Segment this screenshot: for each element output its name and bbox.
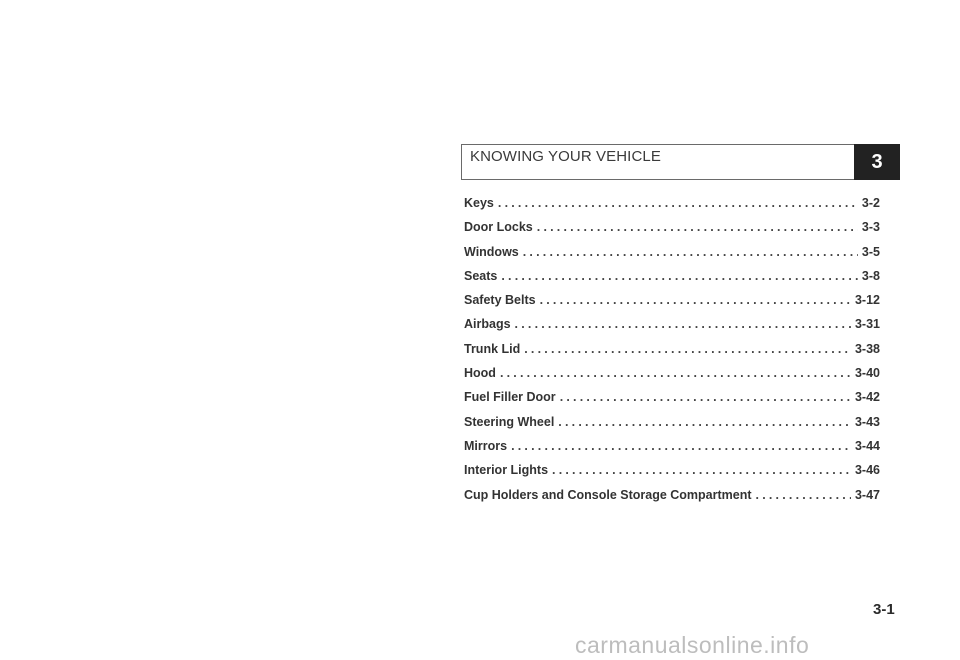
toc-item-page: 3-47: [854, 487, 880, 502]
toc-item-keys[interactable]: [464, 196, 880, 220]
toc-item-label: Mirrors: [464, 438, 508, 453]
watermark: carmanualsonline.info: [575, 632, 810, 658]
toc-item-label: Trunk Lid: [464, 341, 521, 356]
toc-item-page: 3-31: [854, 317, 880, 332]
dot-leader: [540, 293, 851, 307]
dot-leader: [552, 463, 851, 477]
toc-item-mirrors[interactable]: [464, 439, 880, 463]
toc-item-page: 3-2: [861, 196, 880, 210]
toc-item-label: Door Locks: [464, 220, 533, 235]
toc-item-page: 3-40: [854, 366, 880, 381]
table-of-contents: [464, 196, 880, 512]
toc-item-seats[interactable]: [464, 269, 880, 293]
page-number: 3-1: [873, 601, 895, 618]
toc-item-page: 3-5: [861, 244, 880, 259]
toc-item-safety-belts[interactable]: [464, 293, 880, 317]
toc-item-label: Fuel Filler Door: [464, 390, 556, 405]
toc-item-cup-holders[interactable]: [464, 488, 880, 512]
toc-item-windows[interactable]: [464, 245, 880, 269]
dot-leader: [498, 196, 858, 210]
dot-leader: [524, 342, 851, 356]
toc-item-page: 3-8: [861, 268, 880, 283]
toc-item-page: 3-46: [854, 463, 880, 478]
dot-leader: [756, 488, 851, 502]
dot-leader: [500, 366, 851, 380]
toc-item-page: 3-44: [854, 438, 880, 453]
toc-item-label: Keys: [464, 196, 494, 210]
toc-item-fuel-filler-door[interactable]: [464, 390, 880, 414]
toc-item-trunk-lid[interactable]: [464, 342, 880, 366]
toc-item-label: Airbags: [464, 317, 511, 332]
toc-item-page: 3-12: [854, 293, 880, 308]
toc-item-interior-lights[interactable]: [464, 463, 880, 487]
section-header: [461, 144, 899, 180]
chapter-tab: 3: [854, 144, 900, 180]
dot-leader: [501, 269, 858, 283]
toc-item-label: Safety Belts: [464, 293, 536, 308]
dot-leader: [523, 245, 858, 259]
dot-leader: [558, 415, 851, 429]
toc-item-page: 3-38: [854, 341, 880, 356]
dot-leader: [560, 390, 851, 404]
toc-item-page: 3-43: [854, 414, 880, 429]
toc-item-airbags[interactable]: [464, 317, 880, 341]
dot-leader: [537, 220, 858, 234]
toc-item-steering-wheel[interactable]: [464, 415, 880, 439]
section-title: KNOWING YOUR VEHICLE: [470, 148, 661, 165]
toc-item-page: 3-42: [854, 390, 880, 405]
toc-item-label: Seats: [464, 268, 498, 283]
dot-leader: [511, 439, 851, 453]
toc-item-door-locks[interactable]: [464, 220, 880, 244]
toc-item-label: Interior Lights: [464, 463, 549, 478]
toc-item-label: Steering Wheel: [464, 414, 555, 429]
dot-leader: [515, 317, 851, 331]
toc-item-page: 3-3: [861, 220, 880, 235]
toc-item-label: Cup Holders and Console Storage Compartment: [464, 487, 752, 502]
toc-item-hood[interactable]: [464, 366, 880, 390]
toc-item-label: Hood: [464, 366, 496, 381]
toc-item-label: Windows: [464, 244, 519, 259]
